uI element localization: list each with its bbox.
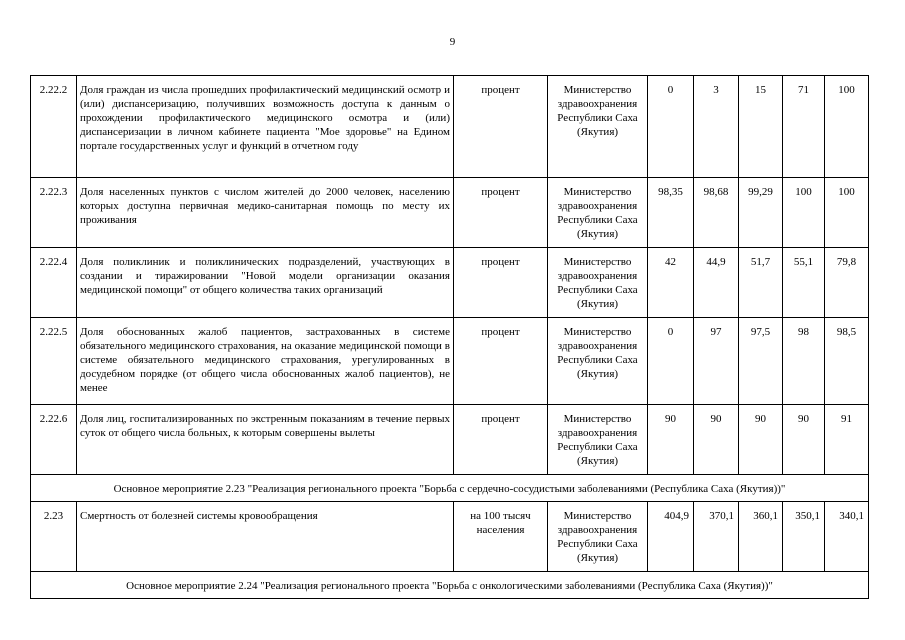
row-organization: Министерство здравоохранения Республики Саха (Якутия) [548,502,648,572]
row-value-1: 0 [648,318,694,405]
row-value-3: 90 [739,405,783,475]
page-number: 9 [449,36,456,48]
row-organization: Министерство здравоохранения Республики Саха (Якутия) [548,178,648,248]
table-row [31,502,869,572]
row-id: 2.22.5 [31,318,77,405]
row-description: Доля поликлиник и поликлинических подразделений, участвующих в создании и тиражировании "Новой модели организации оказания медицинской помощи" от общего количества таких организаций [77,248,454,318]
row-organization: Министерство здравоохранения Республики Саха (Якутия) [548,248,648,318]
row-value-3: 51,7 [739,248,783,318]
row-unit: процент [454,76,548,178]
section-heading-2-24: Основное мероприятие 2.24 "Реализация регионального проекта "Борьба с онкологическими заболеваниями (Республика Саха (Якутия))" [31,572,869,599]
row-value-4: 90 [783,405,825,475]
row-value-2: 97 [694,318,739,405]
row-value-2: 98,68 [694,178,739,248]
row-value-5: 340,1 [825,502,869,572]
row-value-4: 55,1 [783,248,825,318]
row-value-2: 44,9 [694,248,739,318]
row-value-5: 100 [825,178,869,248]
table-row [31,178,869,248]
row-unit: процент [454,318,548,405]
row-description: Доля обоснованных жалоб пациентов, застрахованных в системе обязательного медицинского страхования, на оказание медицинской помощи в системе обязательного медицинского страхования, урегулированных в досудебном порядке (от общего числа обоснованных жалоб пациентов), не менее [77,318,454,405]
section-heading-row [31,572,869,599]
row-organization: Министерство здравоохранения Республики Саха (Якутия) [548,405,648,475]
row-value-1: 90 [648,405,694,475]
section-heading-row [31,475,869,502]
row-id: 2.23 [31,502,77,572]
table-row [31,248,869,318]
row-value-1: 42 [648,248,694,318]
row-id: 2.22.3 [31,178,77,248]
row-value-5: 79,8 [825,248,869,318]
row-description: Доля граждан из числа прошедших профилактический медицинский осмотр и (или) диспансеризацию, получивших возможность доступа к данным о прохождении профилактического медицинского осмотра и (или) диспансеризации в личном кабинете пациента "Мое здоровье" на Едином портале государственных услуг и функций в отчетном году [77,76,454,178]
row-value-1: 98,35 [648,178,694,248]
table-row [31,318,869,405]
row-description: Доля населенных пунктов с числом жителей до 2000 человек, населению которых доступна первичная медико-санитарная помощь по месту их проживания [77,178,454,248]
row-unit: процент [454,178,548,248]
row-value-5: 98,5 [825,318,869,405]
row-id: 2.22.2 [31,76,77,178]
row-value-2: 3 [694,76,739,178]
row-value-5: 91 [825,405,869,475]
row-value-4: 350,1 [783,502,825,572]
row-id: 2.22.6 [31,405,77,475]
row-value-4: 71 [783,76,825,178]
row-unit: на 100 тысяч населения [454,502,548,572]
section-heading-2-23: Основное мероприятие 2.23 "Реализация регионального проекта "Борьба с сердечно-сосудистыми заболеваниями (Республика Саха (Якутия))" [31,475,869,502]
table-row [31,76,869,178]
row-value-4: 100 [783,178,825,248]
row-description: Доля лиц, госпитализированных по экстренным показаниям в течение первых суток от общего числа больных, к которым совершены вылеты [77,405,454,475]
row-value-3: 360,1 [739,502,783,572]
table-row [31,405,869,475]
row-description: Смертность от болезней системы кровообращения [77,502,454,572]
row-value-4: 98 [783,318,825,405]
row-value-1: 404,9 [648,502,694,572]
row-id: 2.22.4 [31,248,77,318]
row-value-1: 0 [648,76,694,178]
row-unit: процент [454,248,548,318]
row-organization: Министерство здравоохранения Республики Саха (Якутия) [548,318,648,405]
row-unit: процент [454,405,548,475]
indicators-table [30,75,869,599]
row-value-3: 97,5 [739,318,783,405]
row-value-3: 15 [739,76,783,178]
row-value-2: 90 [694,405,739,475]
row-value-2: 370,1 [694,502,739,572]
row-value-5: 100 [825,76,869,178]
row-value-3: 99,29 [739,178,783,248]
row-organization: Министерство здравоохранения Республики Саха (Якутия) [548,76,648,178]
